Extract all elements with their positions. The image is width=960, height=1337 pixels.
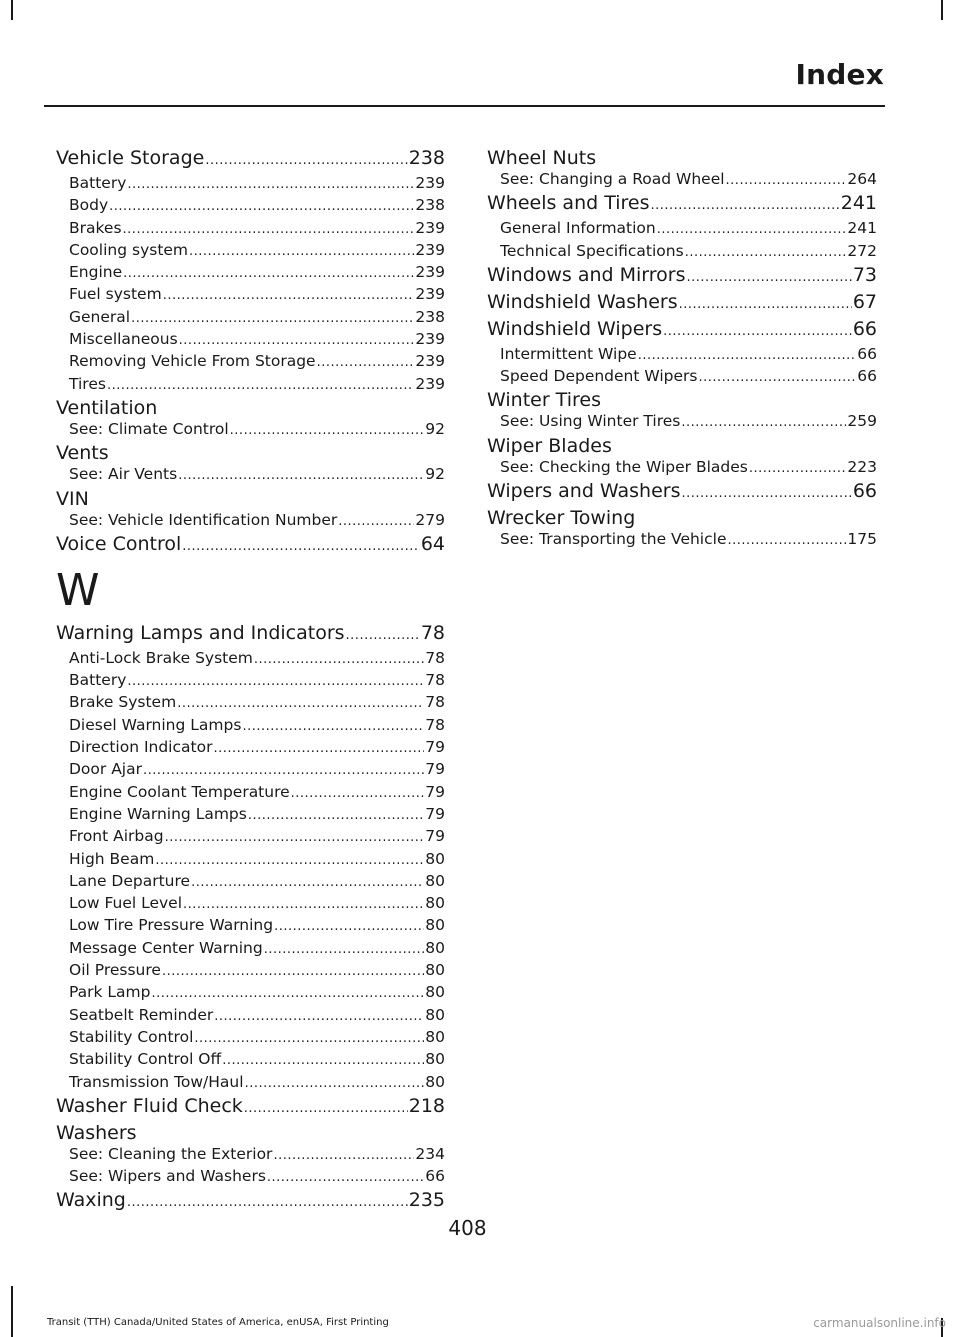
entry-label: Vehicle Storage bbox=[56, 147, 205, 169]
index-entry-winter-tires bbox=[487, 388, 877, 411]
title-divider bbox=[44, 105, 885, 107]
entry-page-number: 64 bbox=[420, 532, 445, 555]
entry-label: Wipers and Washers bbox=[487, 480, 681, 503]
index-subentry-stability-control-off bbox=[56, 1049, 445, 1071]
entry-page-number: 80 bbox=[425, 1072, 445, 1091]
entry-label: Engine Coolant Temperature bbox=[69, 782, 290, 801]
entry-label: Fuel system bbox=[69, 285, 162, 304]
entry-page-number: 279 bbox=[415, 510, 445, 529]
dot-leader bbox=[685, 242, 847, 263]
entry-page-number: 66 bbox=[852, 317, 877, 340]
dot-leader bbox=[127, 174, 414, 195]
entry-page-number: 78 bbox=[425, 693, 445, 712]
dot-leader bbox=[274, 916, 424, 937]
entry-label: Transmission Tow/Haul bbox=[69, 1072, 244, 1091]
entry-page-number: 259 bbox=[847, 412, 877, 431]
entry-label: Engine bbox=[69, 263, 123, 282]
index-entry-washers bbox=[56, 1121, 445, 1144]
entry-page-number: 234 bbox=[415, 1144, 445, 1163]
dot-leader bbox=[123, 219, 415, 240]
entry-page-number: 239 bbox=[415, 240, 445, 259]
entry-label: Door Ajar bbox=[69, 760, 142, 779]
entry-page-number: 239 bbox=[415, 285, 445, 304]
index-subentry-low-fuel-level bbox=[56, 893, 445, 915]
entry-page-number: 92 bbox=[425, 419, 445, 438]
entry-page-number: 80 bbox=[425, 1050, 445, 1069]
entry-page-number: 78 bbox=[425, 648, 445, 667]
index-subentry-miscellaneous bbox=[56, 329, 445, 351]
dot-leader bbox=[244, 1097, 408, 1121]
index-subentry-tires bbox=[56, 374, 445, 396]
entry-page-number: 239 bbox=[415, 263, 445, 282]
entry-page-number: 175 bbox=[847, 530, 877, 549]
entry-label: VIN bbox=[56, 487, 89, 510]
entry-label: Tires bbox=[69, 374, 106, 393]
entry-label: Battery bbox=[69, 174, 127, 192]
page-title: Index bbox=[795, 58, 884, 91]
entry-page-number: 241 bbox=[847, 219, 877, 238]
entry-label: Windshield Washers bbox=[487, 290, 678, 313]
dot-leader bbox=[638, 345, 857, 366]
dot-leader bbox=[248, 805, 424, 826]
index-subentry-brake-system bbox=[56, 692, 445, 714]
entry-label: Seatbelt Reminder bbox=[69, 1005, 214, 1024]
watermark: carmanualsonline.info bbox=[813, 1316, 946, 1330]
entry-label: Voice Control bbox=[56, 532, 182, 555]
dot-leader bbox=[131, 308, 414, 329]
dot-leader bbox=[254, 649, 424, 670]
entry-label: Washers bbox=[56, 1121, 137, 1144]
dot-leader bbox=[165, 827, 425, 848]
entry-label: Windows and Mirrors bbox=[487, 263, 686, 286]
dot-leader bbox=[242, 716, 424, 737]
entry-page-number: 264 bbox=[847, 170, 877, 188]
entry-label: Low Fuel Level bbox=[69, 894, 183, 913]
dot-leader bbox=[123, 263, 414, 284]
index-entry-ventilation bbox=[56, 396, 445, 419]
dot-leader bbox=[699, 367, 857, 388]
index-entry-windshield-wipers bbox=[487, 317, 877, 344]
index-subentry-direction-indicator bbox=[56, 737, 445, 759]
entry-page-number: 79 bbox=[425, 738, 445, 757]
index-subentry-see-using-winter-tires bbox=[487, 411, 877, 433]
index-subentry-engine bbox=[56, 262, 445, 284]
entry-label: Stability Control bbox=[69, 1027, 194, 1046]
entry-page-number: 80 bbox=[425, 983, 445, 1002]
entry-page-number: 66 bbox=[852, 480, 877, 503]
entry-label: Waxing bbox=[56, 1189, 126, 1212]
entry-label: Miscellaneous bbox=[69, 330, 178, 349]
index-subentry-seatbelt-reminder bbox=[56, 1005, 445, 1027]
entry-page-number: 79 bbox=[425, 827, 445, 846]
index-subentry-door-ajar bbox=[56, 759, 445, 781]
entry-page-number: 239 bbox=[415, 330, 445, 349]
entry-label: Oil Pressure bbox=[69, 961, 161, 980]
index-entry-wipers-and-washers bbox=[487, 479, 877, 506]
entry-label: Stability Control Off bbox=[69, 1050, 222, 1069]
crop-mark-top-left bbox=[11, 0, 13, 20]
index-subentry-see-changing-a-road-wheel bbox=[487, 169, 877, 191]
dot-leader bbox=[107, 375, 414, 396]
index-subentry-see-checking-the-wiper-blades bbox=[487, 457, 877, 479]
entry-page-number: 238 bbox=[415, 307, 445, 326]
entry-page-number: 238 bbox=[415, 196, 445, 215]
dot-leader bbox=[182, 535, 420, 559]
entry-page-number: 80 bbox=[425, 961, 445, 980]
index-column-right bbox=[487, 146, 877, 551]
entry-page-number: 79 bbox=[425, 804, 445, 823]
entry-page-number: 79 bbox=[425, 760, 445, 779]
entry-page-number: 272 bbox=[847, 241, 877, 260]
entry-page-number: 78 bbox=[425, 671, 445, 690]
dot-leader bbox=[163, 285, 415, 306]
entry-label: Park Lamp bbox=[69, 983, 151, 1002]
entry-label: Warning Lamps and Indicators bbox=[56, 621, 345, 644]
entry-label: See: Using Winter Tires bbox=[500, 412, 681, 431]
entry-label: See: Checking the Wiper Blades bbox=[500, 457, 748, 476]
entry-page-number: 241 bbox=[840, 192, 877, 215]
entry-label: Low Tire Pressure Warning bbox=[69, 916, 274, 935]
index-subentry-cooling-system bbox=[56, 240, 445, 262]
entry-page-number: 80 bbox=[425, 894, 445, 913]
crop-mark-top-right bbox=[941, 0, 943, 20]
entry-page-number: 239 bbox=[415, 174, 445, 192]
dot-leader bbox=[230, 420, 425, 441]
dot-leader bbox=[679, 293, 852, 317]
entry-label: Diesel Warning Lamps bbox=[69, 715, 242, 734]
index-subentry-see-climate-control bbox=[56, 419, 445, 441]
entry-label: Wheel Nuts bbox=[487, 147, 597, 169]
dot-leader bbox=[127, 671, 424, 692]
dot-leader bbox=[264, 939, 425, 960]
entry-label: See: Air Vents bbox=[69, 465, 178, 484]
entry-label: Wrecker Towing bbox=[487, 507, 636, 530]
entry-page-number: 239 bbox=[415, 218, 445, 237]
index-subentry-low-tire-pressure-warning bbox=[56, 915, 445, 937]
dot-leader bbox=[682, 482, 852, 506]
index-subentry-transmission-tow-haul bbox=[56, 1072, 445, 1094]
dot-leader bbox=[267, 1167, 424, 1188]
index-subentry-removing-vehicle-from-storage bbox=[56, 351, 445, 373]
entry-label: Engine Warning Lamps bbox=[69, 804, 247, 823]
entry-label: Brake System bbox=[69, 693, 177, 712]
index-subentry-stability-control bbox=[56, 1027, 445, 1049]
index-entry-vents bbox=[56, 441, 445, 464]
entry-page-number: 80 bbox=[425, 871, 445, 890]
dot-leader bbox=[291, 783, 425, 804]
dot-leader bbox=[177, 693, 424, 714]
dot-leader bbox=[183, 894, 424, 915]
entry-page-number: 66 bbox=[857, 344, 877, 363]
entry-page-number: 73 bbox=[852, 263, 877, 286]
entry-page-number: 235 bbox=[408, 1189, 445, 1212]
dot-leader bbox=[189, 241, 414, 262]
entry-label: Battery bbox=[69, 671, 127, 690]
index-subentry-technical-specifications bbox=[487, 241, 877, 263]
entry-page-number: 92 bbox=[425, 465, 445, 484]
index-entry-voice-control bbox=[56, 532, 445, 559]
dot-leader bbox=[346, 624, 420, 648]
index-subentry-see-air-vents bbox=[56, 464, 445, 486]
entry-label: See: Transporting the Vehicle bbox=[500, 530, 727, 549]
entry-label: Ventilation bbox=[56, 396, 158, 419]
entry-label: Intermittent Wipe bbox=[500, 344, 637, 363]
page-number: 408 bbox=[448, 1216, 487, 1240]
entry-page-number: 80 bbox=[425, 916, 445, 935]
index-subentry-anti-lock-brake-system bbox=[56, 648, 445, 670]
entry-page-number: 66 bbox=[857, 367, 877, 386]
entry-label: Wiper Blades bbox=[487, 434, 612, 457]
entry-page-number: 80 bbox=[425, 849, 445, 868]
entry-page-number: 239 bbox=[415, 352, 445, 371]
index-entry-wheels-and-tires bbox=[487, 191, 877, 218]
index-entry-windshield-washers bbox=[487, 290, 877, 317]
dot-leader bbox=[245, 1073, 425, 1094]
index-entry-wheel-nuts bbox=[487, 146, 877, 169]
entry-page-number: 239 bbox=[415, 374, 445, 393]
entry-label: Windshield Wipers bbox=[487, 317, 663, 340]
entry-label: General bbox=[69, 307, 131, 326]
index-subentry-speed-dependent-wipers bbox=[487, 366, 877, 388]
dot-leader bbox=[726, 170, 847, 191]
entry-page-number: 80 bbox=[425, 938, 445, 957]
dot-leader bbox=[205, 149, 407, 173]
dot-leader bbox=[155, 850, 424, 871]
dot-leader bbox=[338, 511, 414, 532]
index-subentry-engine-warning-lamps bbox=[56, 804, 445, 826]
index-subentry-high-beam bbox=[56, 849, 445, 871]
entry-label: Front Airbag bbox=[69, 827, 164, 846]
index-subentry-body bbox=[56, 195, 445, 217]
entry-page-number: 78 bbox=[425, 715, 445, 734]
entry-label: See: Vehicle Identification Number bbox=[69, 510, 338, 529]
index-subentry-see-transporting-the-vehicle bbox=[487, 529, 877, 551]
entry-label: High Beam bbox=[69, 849, 155, 868]
entry-label: Removing Vehicle From Storage bbox=[69, 352, 316, 371]
dot-leader bbox=[194, 1028, 424, 1049]
index-entry-washer-fluid-check bbox=[56, 1094, 445, 1121]
dot-leader bbox=[727, 530, 846, 551]
index-entry-windows-and-mirrors bbox=[487, 263, 877, 290]
index-subentry-see-vehicle-identification-number bbox=[56, 510, 445, 532]
entry-label: Wheels and Tires bbox=[487, 192, 650, 215]
entry-label: See: Wipers and Washers bbox=[69, 1167, 266, 1186]
entry-page-number: 218 bbox=[408, 1094, 445, 1117]
entry-page-number: 223 bbox=[847, 457, 877, 476]
index-column-left bbox=[56, 146, 445, 1215]
entry-label: Cooling system bbox=[69, 240, 189, 259]
dot-leader bbox=[651, 194, 840, 218]
entry-label: Body bbox=[69, 196, 109, 215]
dot-leader bbox=[109, 196, 414, 217]
dot-leader bbox=[273, 1145, 414, 1166]
index-subentry-message-center-warning bbox=[56, 938, 445, 960]
index-subentry-diesel-warning-lamps bbox=[56, 715, 445, 737]
index-subentry-see-wipers-and-washers bbox=[56, 1166, 445, 1188]
index-subentry-oil-pressure bbox=[56, 960, 445, 982]
dot-leader bbox=[317, 352, 415, 373]
entry-label: See: Climate Control bbox=[69, 419, 229, 438]
index-entry-vehicle-storage bbox=[56, 146, 445, 173]
index-subentry-battery bbox=[56, 173, 445, 195]
dot-leader bbox=[178, 465, 424, 486]
dot-leader bbox=[657, 219, 847, 240]
entry-label: Message Center Warning bbox=[69, 938, 263, 957]
entry-label: General Information bbox=[500, 219, 656, 238]
entry-page-number: 79 bbox=[425, 782, 445, 801]
dot-leader bbox=[179, 330, 415, 351]
index-subentry-front-airbag bbox=[56, 826, 445, 848]
index-subentry-lane-departure bbox=[56, 871, 445, 893]
dot-leader bbox=[162, 961, 424, 982]
index-entry-wrecker-towing bbox=[487, 506, 877, 529]
index-subentry-brakes bbox=[56, 218, 445, 240]
entry-label: Technical Specifications bbox=[500, 241, 684, 260]
entry-label: See: Cleaning the Exterior bbox=[69, 1144, 273, 1163]
dot-leader bbox=[663, 320, 852, 344]
section-letter: W bbox=[56, 564, 100, 616]
index-entry-warning-lamps-and-indicators bbox=[56, 621, 445, 648]
index-subentry-general-information bbox=[487, 218, 877, 240]
dot-leader bbox=[152, 983, 425, 1004]
entry-page-number: 66 bbox=[425, 1167, 445, 1186]
entry-label: Brakes bbox=[69, 218, 122, 237]
entry-label: Direction Indicator bbox=[69, 738, 213, 757]
entry-label: Winter Tires bbox=[487, 389, 601, 412]
dot-leader bbox=[749, 458, 847, 479]
entry-label: Anti-Lock Brake System bbox=[69, 648, 253, 667]
entry-label: Vents bbox=[56, 442, 109, 465]
index-subentry-battery bbox=[56, 670, 445, 692]
index-entry-wiper-blades bbox=[487, 434, 877, 457]
index-subentry-see-cleaning-the-exterior bbox=[56, 1144, 445, 1166]
entry-label: Speed Dependent Wipers bbox=[500, 367, 698, 386]
entry-page-number: 80 bbox=[425, 1027, 445, 1046]
index-subentry-engine-coolant-temperature bbox=[56, 782, 445, 804]
index-subentry-fuel-system bbox=[56, 284, 445, 306]
entry-label: See: Changing a Road Wheel bbox=[500, 170, 725, 188]
entry-label: Washer Fluid Check bbox=[56, 1094, 243, 1117]
dot-leader bbox=[127, 1191, 408, 1215]
index-entry-waxing bbox=[56, 1188, 445, 1215]
dot-leader bbox=[214, 1006, 424, 1027]
index-subentry-general bbox=[56, 307, 445, 329]
dot-leader bbox=[191, 872, 424, 893]
dot-leader bbox=[143, 760, 424, 781]
index-subentry-park-lamp bbox=[56, 982, 445, 1004]
entry-page-number: 78 bbox=[420, 621, 445, 644]
entry-page-number: 238 bbox=[408, 147, 445, 169]
entry-page-number: 67 bbox=[852, 290, 877, 313]
dot-leader bbox=[687, 266, 852, 290]
index-entry-vin bbox=[56, 487, 445, 510]
crop-mark-bottom-left bbox=[11, 1286, 13, 1337]
dot-leader bbox=[681, 412, 846, 433]
dot-leader bbox=[213, 738, 424, 759]
entry-page-number: 80 bbox=[425, 1005, 445, 1024]
entry-label: Lane Departure bbox=[69, 871, 191, 890]
publication-footer: Transit (TTH) Canada/United States of America, enUSA, First Printing bbox=[47, 1317, 389, 1328]
dot-leader bbox=[222, 1050, 424, 1071]
index-subentry-intermittent-wipe bbox=[487, 344, 877, 366]
